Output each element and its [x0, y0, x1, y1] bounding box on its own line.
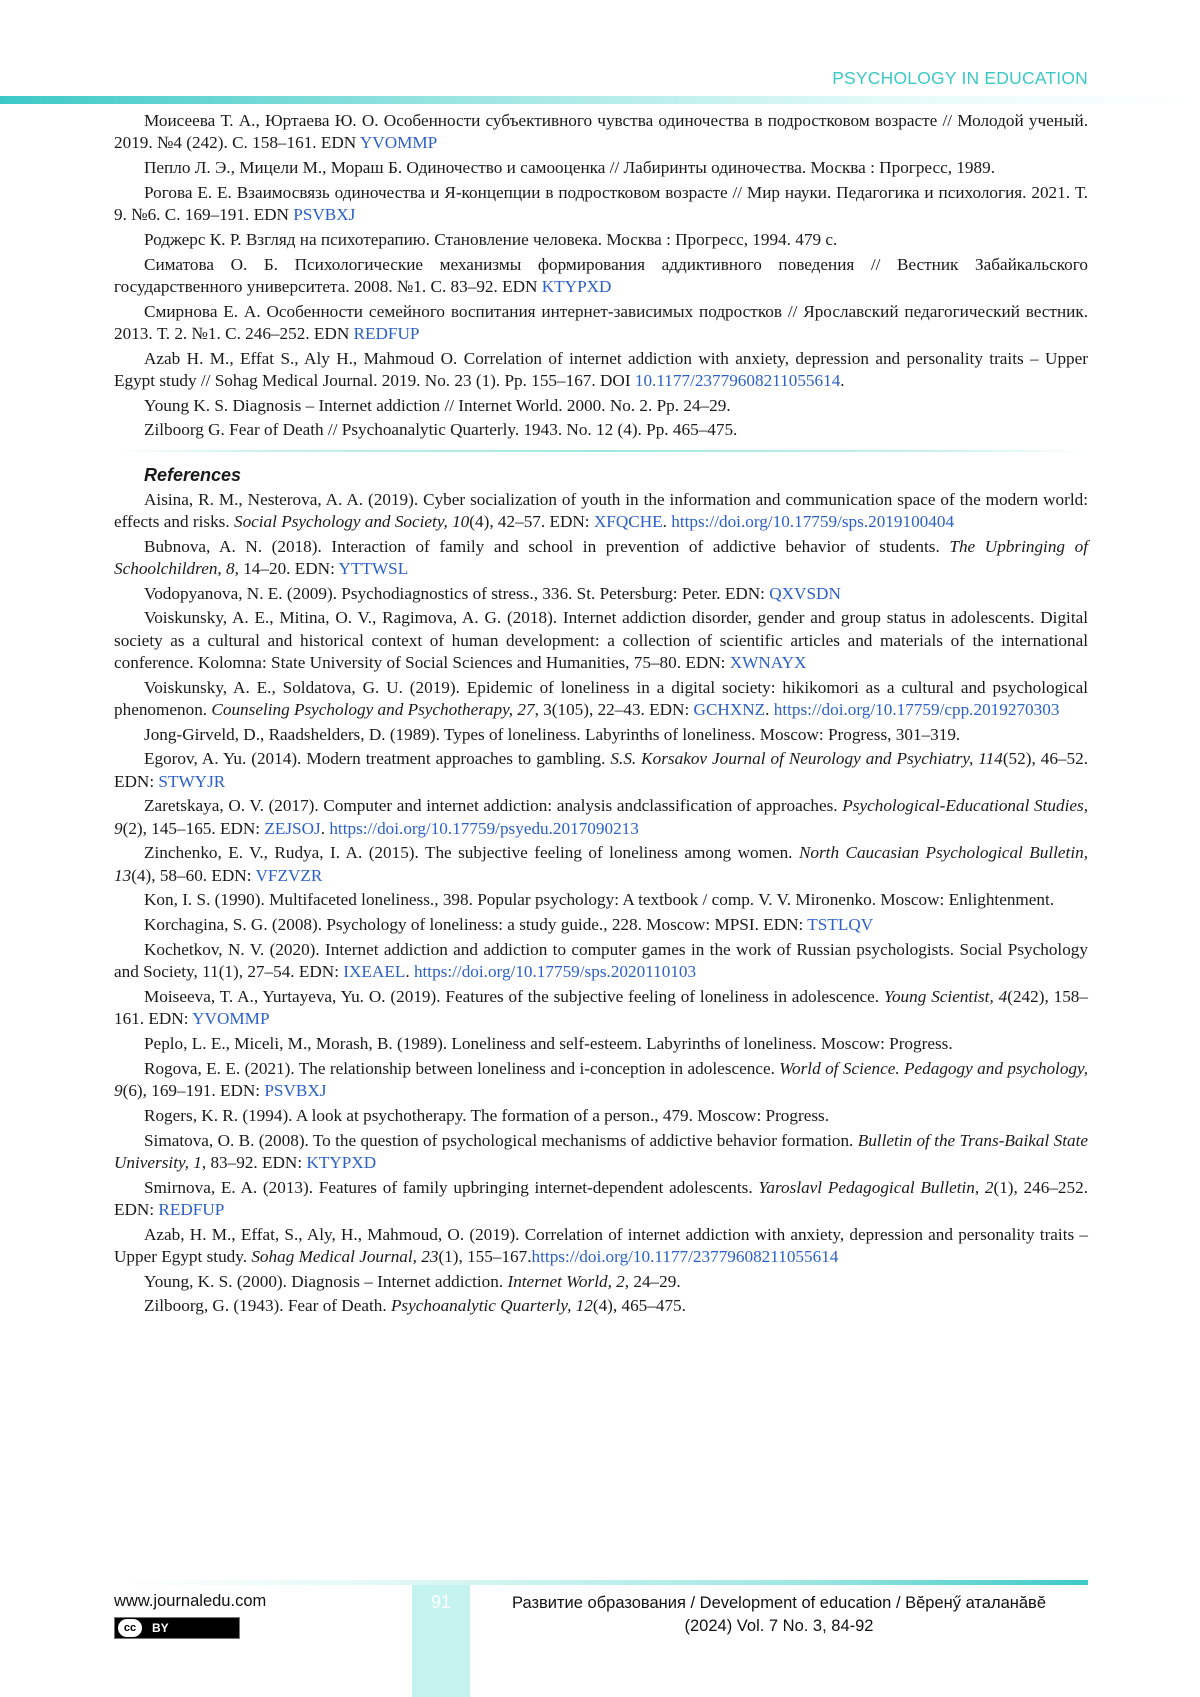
source-title: World of Science. Pedagogy and psychology, 9	[114, 1058, 1088, 1100]
reference-text: .	[405, 962, 414, 982]
reference-entry	[114, 254, 1088, 298]
reference-text: Zaretskaya, O. V. (2017). Computer and internet addiction: analysis andclassification of approaches.	[144, 796, 843, 816]
doi-link[interactable]: https://doi.org/10.17759/cpp.2019270303	[773, 699, 1060, 719]
reference-text: Azab, H. M., Effat, S., Aly, H., Mahmoud, O. (2019). Correlation of internet addiction with anxiety, depression and personality traits – Upper Egypt study.	[114, 1224, 1088, 1266]
cc-by-license-badge[interactable]	[114, 1617, 240, 1639]
reference-text: Smirnova, E. A. (2013). Features of family upbringing internet-dependent adolescents.	[144, 1177, 759, 1197]
reference-entry	[114, 607, 1088, 674]
reference-text: .	[840, 370, 845, 390]
reference-text: Young, K. S. (2000). Diagnosis – Internet addiction.	[144, 1271, 508, 1291]
reference-entry	[114, 1033, 1088, 1055]
reference-entry	[114, 1271, 1088, 1293]
journal-website[interactable]: www.journaledu.com	[114, 1592, 267, 1610]
reference-text: .	[662, 511, 672, 531]
edn-link[interactable]: 10.1177/23779608211055614	[634, 370, 841, 390]
page-content	[114, 110, 1088, 1320]
reference-text: Рогова Е. Е. Взаимосвязь одиночества и Я-концепции в подростковом возрасте // Мир науки. Педагогика и психология. 2021. Т. 9. №6. С. 169–191. EDN	[114, 182, 1088, 224]
reference-text: (1), 155–167.	[438, 1246, 532, 1266]
reference-text: Voiskunsky, A. E., Soldatova, G. U. (2019). Epidemic of loneliness in a digital society: hikikomori as a cultural and psychological phenomenon.	[114, 677, 1088, 719]
reference-text: Korchagina, S. G. (2008). Psychology of loneliness: a study guide., 228. Moscow: MPSI. EDN:	[144, 915, 808, 935]
source-title: Psychological-Educational Studies, 9	[114, 796, 1089, 838]
reference-entry	[114, 583, 1088, 605]
source-title: Social Psychology and Society, 10	[233, 511, 470, 531]
page-number: 91	[430, 1592, 452, 1612]
source-title: Bulletin of the Trans-Baikal State University, 1	[114, 1130, 1088, 1172]
russian-references-list	[114, 110, 1088, 442]
reference-entry	[114, 1058, 1088, 1102]
reference-text: Zilboorg, G. (1943). Fear of Death.	[144, 1296, 391, 1316]
reference-entry	[114, 1177, 1088, 1221]
edn-link[interactable]: KTYPXD	[306, 1152, 377, 1172]
source-title: Psychoanalytic Quarterly, 12	[390, 1296, 593, 1316]
reference-entry	[114, 229, 1088, 251]
edn-link[interactable]: PSVBXJ	[264, 1080, 327, 1100]
reference-text: Egorov, A. Yu. (2014). Modern treatment approaches to gambling.	[144, 749, 611, 769]
source-title: Counseling Psychology and Psychotherapy, 27	[211, 699, 535, 719]
reference-text: .	[320, 818, 330, 838]
reference-entry	[114, 889, 1088, 911]
reference-text: Young K. S. Diagnosis – Internet addiction // Internet World. 2000. No. 2. Pp. 24–29.	[144, 395, 731, 415]
reference-text: Bubnova, A. N. (2018). Interaction of family and school in prevention of addictive behavior of students.	[144, 536, 950, 556]
english-references-list	[114, 489, 1088, 1318]
reference-text: Kon, I. S. (1990). Multifaceted loneliness., 398. Popular psychology: A textbook / comp. V. V. Mironenko. Moscow: Enlightenment.	[144, 890, 1055, 910]
edn-link[interactable]: REDFUP	[353, 323, 420, 343]
reference-text: (4), 465–475.	[592, 1296, 686, 1316]
reference-text: (4), 42–57. EDN:	[469, 511, 594, 531]
references-heading: References	[144, 464, 242, 485]
reference-entry	[114, 1105, 1088, 1127]
reference-text: Kochetkov, N. V. (2020). Internet addiction and addiction to computer games in the work of Russian psychologists. Social Psychology and Society, 11(1), 27–54. EDN:	[114, 939, 1088, 982]
reference-text: Azab H. M., Effat S., Aly H., Mahmoud O. Correlation of internet addiction with anxiety, depression and personality traits – Upper Egypt study // Sohag Medical Journal. 2019. No. 23 (1). Pp. 155–167. DOI	[114, 348, 1088, 390]
edn-link[interactable]: GCHXNZ	[693, 699, 766, 719]
journal-volume: (2024) Vol. 7 No. 3, 84-92	[684, 1617, 874, 1635]
reference-text: Moiseeva, T. A., Yurtayeva, Yu. O. (2019). Features of the subjective feeling of loneliness in adolescence.	[144, 986, 884, 1006]
reference-text: (1), 246–252. EDN:	[114, 1177, 1089, 1219]
reference-entry	[114, 395, 1088, 417]
reference-text: , 83–92. EDN:	[201, 1152, 307, 1172]
edn-link[interactable]: ZEJSOJ	[264, 818, 321, 838]
edn-link[interactable]: VFZVZR	[255, 865, 323, 885]
reference-entry	[114, 157, 1088, 179]
edn-link[interactable]: TSTLQV	[807, 915, 874, 935]
journal-citation	[470, 1592, 1088, 1638]
source-title: Young Scientist, 4	[883, 986, 1008, 1006]
section-title: PSYCHOLOGY IN EDUCATION	[832, 68, 1088, 88]
doi-link[interactable]: https://doi.org/10.17759/sps.2019100404	[671, 511, 955, 531]
reference-text: , 24–29.	[624, 1271, 681, 1291]
by-label: BY	[152, 1621, 169, 1635]
edn-link[interactable]: QXVSDN	[769, 583, 841, 603]
edn-link[interactable]: STWYJR	[158, 771, 226, 791]
reference-text: Voiskunsky, A. E., Mitina, O. V., Ragimova, A. G. (2018). Internet addiction disorder, gender and group status in adolescents. Digital society as a cultural and historical context of human development: a collection of scientific articles and materials of the international conference. Kolomna: State University of Social Sciences and Humanities, 75–80. EDN:	[114, 608, 1088, 672]
edn-link[interactable]: REDFUP	[158, 1199, 225, 1219]
doi-link[interactable]: https://doi.org/10.1177/23779608211055614	[531, 1246, 839, 1266]
reference-text: Jong-Girveld, D., Raadshelders, D. (1989). Types of loneliness. Labyrinths of loneliness. Moscow: Progress, 301–319.	[144, 724, 961, 744]
source-title: Internet World, 2	[507, 1271, 625, 1291]
doi-link[interactable]: https://doi.org/10.17759/psyedu.2017090213	[329, 818, 639, 838]
footer-accent-bar	[114, 1580, 1088, 1585]
reference-text: Rogova, E. E. (2021). The relationship between loneliness and i-conception in adolescence.	[144, 1058, 780, 1078]
reference-entry	[114, 1224, 1088, 1268]
reference-text: Vodopyanova, N. E. (2009). Psychodiagnostics of stress., 336. St. Petersburg: Peter. EDN:	[144, 583, 770, 603]
header-accent-bar	[0, 96, 1200, 104]
cc-icon: cc	[118, 1619, 142, 1637]
reference-text: Aisina, R. M., Nesterova, A. A. (2019). Cyber socialization of youth in the information and communication space of the modern world: effects and risks.	[114, 489, 1088, 531]
reference-entry	[114, 795, 1088, 839]
reference-entry	[114, 677, 1088, 721]
reference-entry	[114, 348, 1088, 392]
reference-text: Пепло Л. Э., Мицели М., Мораш Б. Одиночество и самооценка // Лабиринты одиночества. Москва : Прогресс, 1989.	[144, 158, 996, 177]
journal-name: Развитие образования / Development of education / Вĕренӳ аталанăвĕ	[512, 1594, 1046, 1612]
reference-text: (4), 58–60. EDN:	[131, 865, 256, 885]
reference-entry	[114, 489, 1088, 533]
reference-text: (242), 158–161. EDN:	[114, 986, 1088, 1029]
reference-entry	[114, 301, 1088, 345]
reference-entry	[114, 1130, 1088, 1174]
reference-entry	[114, 536, 1088, 580]
reference-entry	[114, 182, 1088, 226]
reference-text: .	[765, 699, 774, 719]
reference-text: , 14–20. EDN:	[234, 558, 339, 578]
reference-text: Simatova, O. B. (2008). To the question of psychological mechanisms of addictive behavior formation.	[144, 1130, 858, 1150]
reference-entry	[114, 986, 1088, 1030]
edn-link[interactable]: YVOMMP	[359, 133, 438, 153]
reference-entry	[114, 724, 1088, 746]
reference-entry	[114, 110, 1088, 154]
reference-text: Смирнова Е. А. Особенности семейного воспитания интернет-зависимых подростков // Ярославский педагогический вестник. 2013. Т. 2. №1. С. 246–252. EDN	[114, 301, 1088, 343]
source-title: The Upbringing of Schoolchildren, 8	[114, 536, 1088, 578]
reference-text: Zinchenko, E. V., Rudya, I. A. (2015). The subjective feeling of loneliness among women.	[144, 843, 799, 863]
reference-text: Peplo, L. E., Miceli, M., Morash, B. (1989). Loneliness and self-esteem. Labyrinths of loneliness. Moscow: Progress.	[144, 1033, 953, 1053]
edn-link[interactable]: YVOMMP	[192, 1009, 270, 1029]
reference-text: Моисеева Т. А., Юртаева Ю. О. Особенности субъективного чувства одиночества в подростковом возрасте // Молодой ученый. 2019. №4 (242). С. 158–161. EDN	[114, 111, 1088, 153]
edn-link[interactable]: YTTWSL	[338, 558, 409, 578]
edn-link[interactable]: IXEAEL	[343, 962, 406, 982]
section-divider	[114, 450, 1088, 452]
source-title: S.S. Korsakov Journal of Neurology and Psychiatry, 114	[610, 749, 1003, 769]
edn-link[interactable]: XFQCHE	[593, 511, 663, 531]
source-title: Yaroslavl Pedagogical Bulletin, 2	[758, 1177, 994, 1197]
reference-text: (6), 169–191. EDN:	[122, 1080, 265, 1100]
reference-text: Симатова О. Б. Психологические механизмы формирования аддиктивного поведения // Вестник Забайкальского государственного университета. 2008. №1. С. 83–92. EDN	[114, 254, 1088, 296]
edn-link[interactable]: XWNAYX	[729, 652, 807, 672]
reference-text: (52), 46–52. EDN:	[114, 749, 1089, 791]
reference-text: Zilboorg G. Fear of Death // Psychoanalytic Quarterly. 1943. No. 12 (4). Pp. 465–475.	[144, 420, 738, 440]
reference-text: , 3(105), 22–43. EDN:	[534, 699, 694, 719]
reference-entry	[114, 419, 1088, 441]
reference-entry	[114, 842, 1088, 886]
reference-text: Rogers, K. R. (1994). A look at psychotherapy. The formation of a person., 479. Moscow: Progress.	[144, 1105, 830, 1125]
source-title: North Caucasian Psychological Bulletin, 13	[114, 843, 1088, 885]
reference-entry	[114, 939, 1088, 983]
reference-entry	[114, 914, 1088, 936]
reference-text: Роджерс К. Р. Взгляд на психотерапию. Становление человека. Москва : Прогресс, 1994. 479 с.	[144, 229, 838, 249]
edn-link[interactable]: PSVBXJ	[293, 205, 356, 224]
reference-entry	[114, 748, 1088, 792]
source-title: Sohag Medical Journal, 23	[251, 1246, 439, 1266]
edn-link[interactable]: KTYPXD	[541, 276, 612, 296]
reference-text: (2), 145–165. EDN:	[122, 818, 265, 838]
reference-entry	[114, 1295, 1088, 1317]
doi-link[interactable]: https://doi.org/10.17759/sps.2020110103	[413, 962, 697, 982]
